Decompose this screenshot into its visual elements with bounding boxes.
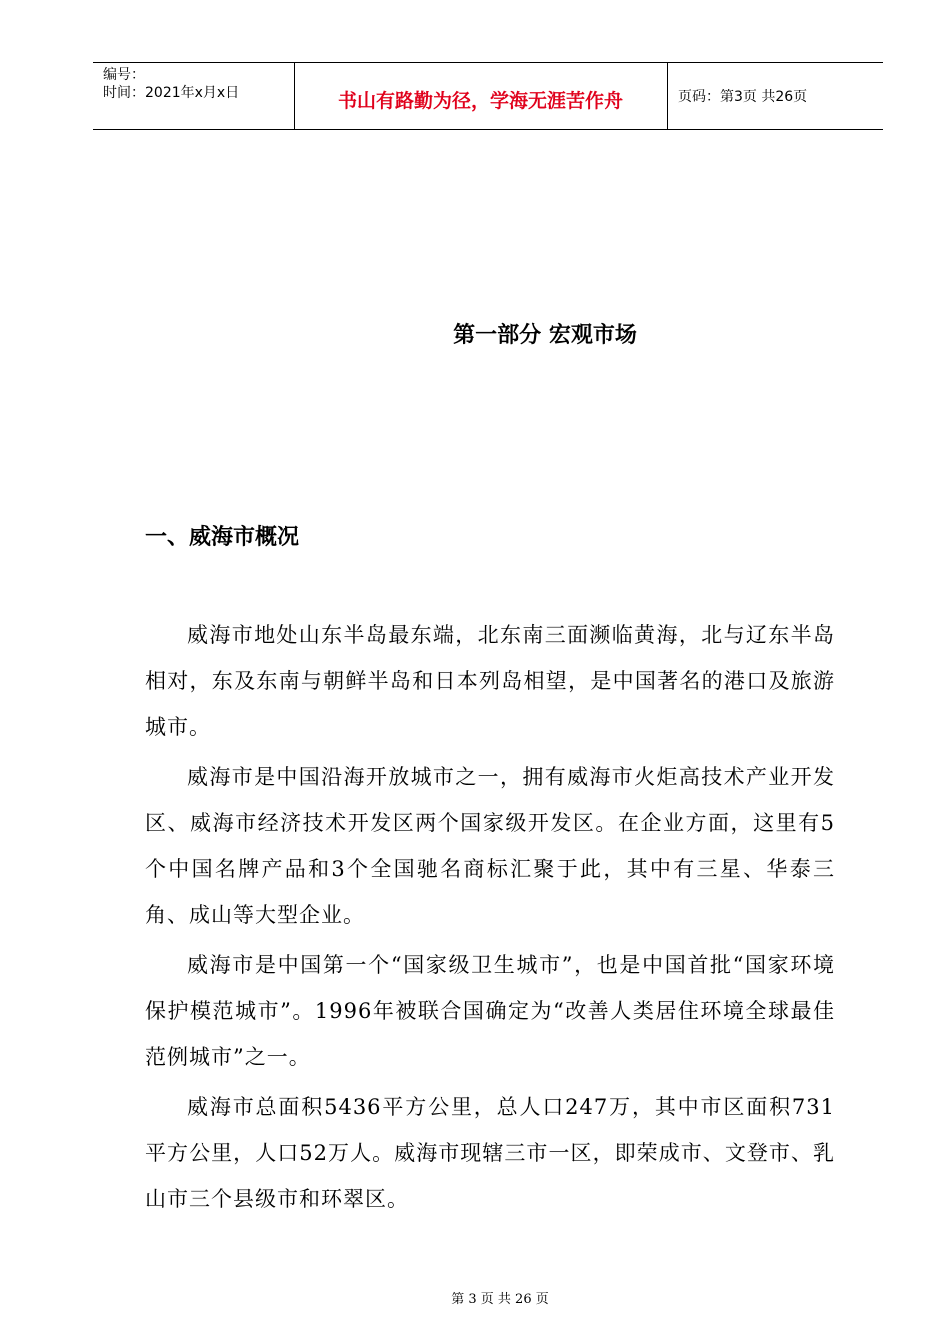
- header-line-bottom: [93, 129, 883, 130]
- paragraph: 威海市总面积5436平方公里，总人口247万，其中市区面积731平方公里，人口52万人。威海市现辖三市一区，即荣成市、文登市、乳山市三个县级市和环翠区。: [145, 1095, 835, 1211]
- header-number-label: 编号：: [103, 67, 145, 83]
- header-motto: 书山有路勤为径，学海无涯苦作舟: [337, 90, 623, 112]
- paragraph: 威海市是中国沿海开放城市之一，拥有威海市火炬高技术产业开发区、威海市经济技术开发区两个国家级开发区。在企业方面，这里有5个中国名牌产品和3个全国驰名商标汇聚于此，其中有三星、华泰三角、成山等大型企业。: [145, 765, 835, 927]
- header-time-label: 时间：2021年x月x日: [103, 85, 240, 101]
- paragraph: 威海市地处山东半岛最东端，北东南三面濒临黄海，北与辽东半岛相对，东及东南与朝鲜半岛和日本列岛相望，是中国著名的港口及旅游城市。: [145, 623, 835, 739]
- header-line-top: [93, 62, 883, 63]
- header-page-info: 页码：第3页 共26页: [678, 89, 808, 105]
- body-text: [145, 612, 835, 1226]
- part-title: 第一部分 宏观市场: [453, 323, 637, 348]
- section-heading: 一、威海市概况: [145, 525, 300, 550]
- paragraph: 威海市是中国第一个“国家级卫生城市”，也是中国首批“国家环境保护模范城市”。1996年被联合国确定为“改善人类居住环境全球最佳范例城市”之一。: [145, 953, 835, 1069]
- page-footer: 第 3 页 共 26 页: [451, 1292, 549, 1307]
- header-separator-right: [667, 62, 668, 130]
